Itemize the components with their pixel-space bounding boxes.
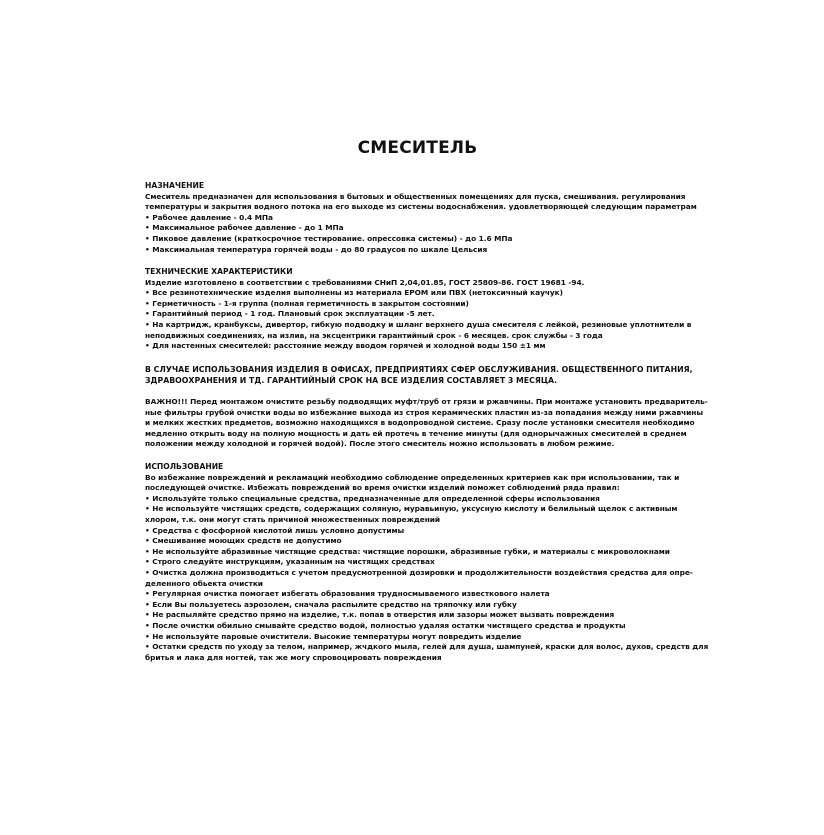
section-heading-usage: ИСПОЛЬЗОВАНИЕ [145,462,224,471]
text-line: бритья и лака для ногтей, так же могу спровоцировать повреждения [145,652,442,662]
text-line: деленного обьекта очистки [145,578,263,588]
list-item: • Все резинотехнические изделия выполнены из материала EPOM или ПВХ (нетоксичный каучук) [145,288,563,298]
list-item: • Используйте только специальные средства, предназначенные для определенной сферы использования [145,493,600,503]
text-line: Смеситель предназначен для использования в бытовых и общественных помещениях для пуска, смешивания. регулирования [145,191,686,201]
list-item: • Пиковое давление (краткосрочное тестирование. опрессовка системы) - до 1.6 МПа [145,233,513,243]
warning-line: В СЛУЧАЕ ИСПОЛЬЗОВАНИЯ ИЗДЕЛИЯ В ОФИСАХ, ПРЕДПРИЯТИЯХ СФЕР ОБСЛУЖИВАНИЯ. ОБЩЕСТВЕННОГО ПИТАНИЯ, [145,365,693,374]
list-item: • Не используйте абразивные чистящие средства: чистящие порошки, абразивные губки, и материалы с микроволокнами [145,546,670,556]
list-item: • Рабочее давление - 0.4 МПа [145,212,273,222]
text-line: медленно открыть воду на полную мощность и дать ей протечь в течение минуты (для однорычажных смесителей в среднем [145,428,687,438]
section-heading-specs: ТЕХНИЧЕСКИЕ ХАРАКТЕРИСТИКИ [145,267,293,276]
text-line: ВАЖНО!!! Перед монтажом очистите резьбу подводящих муфт/труб от грязи и ржавчины. При монтаже установить предваритель- [145,397,708,406]
list-item: • Герметичность - 1-я группа (полная герметичность в закрытом состоянии) [145,298,469,308]
list-item: • Регулярная очистка помогает избегать образования трудносмываемого известкового налета [145,589,550,599]
text-line: температуры и закрытия водного потока на его выходе из системы водоснабжения. удовлетворяющей следующим параметрам [145,202,697,212]
list-item: • Гарантийный период - 1 год. Плановый срок эксплуатации -5 лет. [145,309,435,319]
section-important [145,397,708,450]
text-line: и мелких жестких предметов, возможно находящихся в водопроводной системе. Сразу после установки смесителя необходимо [145,418,695,428]
list-item: • Если Вы пользуетесь аэрозолем, сначала распылите средство на тряпочку или губку [145,599,517,609]
text-line: Изделие изготовлено в соответствии с требованиями СНиП 2,04,01.85, ГОСТ 25809-86. ГОСТ 19681 -94. [145,277,585,287]
list-item: • После очистки обильно смывайте средство водой, полностью удаляя остатки чистящего средства и продукты [145,620,626,630]
list-item: • Не распыляйте средство прямо на изделие, т.к. попав в отверстия или зазоры может вызвать повреждения [145,610,615,620]
text-line: неподвижных соединениях, на излив, на эксцентрики гарантийный срок - 6 месяцев. срок службы - 3 года [145,330,603,340]
text-line: последующей очистке. Избежать повреждений во время очистки изделий поможет соблюдений ряда правил: [145,483,620,493]
list-item: • Средства с фосфорной кислотой лишь условно допустимы [145,525,405,535]
section-usage [145,462,709,663]
list-item: • Максимальное рабочее давление - до 1 МПа [145,223,344,233]
list-item: • На картридж, кранбуксы, дивертор, гибкую подводку и шланг верхнего душа смесителя с лейкой, резиновые уплотнители в [145,319,692,329]
text-line: положении между холодной и горячей водой). После этого смеситель можно использовать в любом режиме. [145,439,615,449]
list-item: • Остатки средств по уходу за телом, например, жчдкого мыла, гелей для душа, шампуней, краски для волос, духов, средств для [145,642,709,652]
list-item: • Не используйте паровые очистители. Высокие температуры могут повредить изделие [145,631,522,641]
list-item: • Строго следуйте инструкциям, указанным на чистящих средствах [145,557,435,567]
list-item: • Не используйте чистящих средств, содержащих соляную, муравьиную, уксусную кислоту и белильный щелок с активным [145,504,678,514]
warning-line: ЗДРАВООХРАНЕНИЯ И ТД. ГАРАНТИЙНЫЙ СРОК НА ВСЕ ИЗДЕЛИЯ СОСТАВЛЯЕТ 3 МЕСЯЦА. [145,376,558,386]
list-item: • Максимальная температура горячей воды - до 80 градусов по шкале Цельсия [145,244,488,254]
list-item: • Для настенных смесителей: расстояние между вводом горячей и холодной воды 150 ±1 мм [145,341,546,351]
text-line: ные фильтры грубой очистки воды во избежание выхода из строя керамических пластин из-за попадания между ними ржавчины [145,407,703,417]
page-title: СМЕСИТЕЛЬ [357,138,478,158]
list-item: • Очистка должна производиться с учетом предусмотренной дозировки и продолжительности воздействия средства для опре- [145,567,693,577]
list-item: • Смешивание моющих средств не допустимо [145,536,342,546]
text-line: хлором, т.к. они могут стать причиной множественных повреждений [145,514,441,524]
section-specs [145,267,695,352]
section-purpose [145,181,695,255]
text-line: Во избежание повреждений и рекламаций необходимо соблюдение определенных критериев как при использовании, так и [145,472,680,482]
section-heading-purpose: НАЗНАЧЕНИЕ [145,181,205,190]
section-warning [145,364,695,387]
